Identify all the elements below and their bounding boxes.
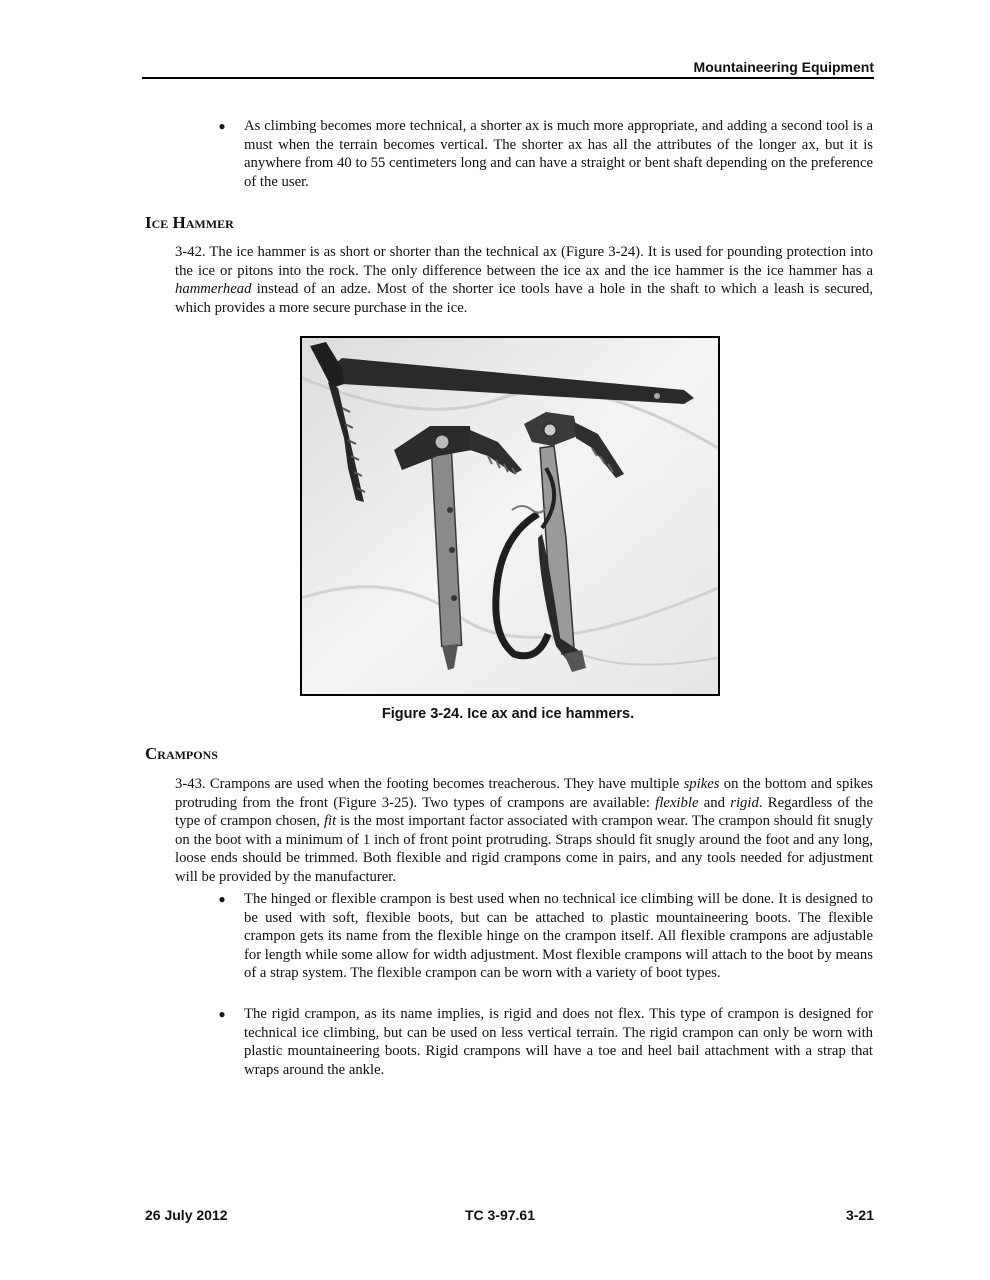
footer-date: 26 July 2012 (145, 1207, 228, 1223)
ice-tools-photo (302, 338, 718, 694)
para-emphasis: spikes (683, 776, 720, 792)
figure-photo (300, 336, 720, 696)
para-text: instead of an adze. Most of the shorter ice tools have a hole in the shaft to which a leash is secured, which provides a more secure purchase in the ice. (175, 281, 873, 316)
para-text: 3-42. The ice hammer is as short or shorter than the technical ax (Figure 3-24). It is used for pounding protection into the ice or pitons into the rock. The only difference between the ice ax and the ice hammer is the ice hammer has a (175, 244, 873, 279)
para-emphasis: flexible (655, 794, 699, 811)
bullet-icon: ● (218, 892, 226, 906)
ice-hammer-heading: Ice Hammer (145, 213, 234, 232)
footer-page-number: 3-21 (845, 1207, 874, 1223)
para-text: 3-43. Crampons are used when the footing becomes treacherous. They have multiple (175, 776, 684, 792)
crampons-heading: Crampons (145, 744, 218, 763)
para-text: on the bottom and spikes protruding from the front (Figure 3-25). Two types of crampons are available: (175, 776, 873, 811)
ice-hammer-paragraph (175, 243, 873, 317)
para-text: . Regardless of the type of crampon chosen, (175, 794, 874, 829)
rigid-crampon-bullet: The rigid crampon, as its name implies, is rigid and does not flex. This type of crampon is designed for technical ice climbing, but can be used on less vertical terrain. The rigid crampon can only be worn with plastic mountaineering boots. Rigid crampons will have a toe and heel bail attachment with a strap that wraps around the ankle. (244, 1006, 873, 1078)
bullet-icon: ● (218, 1007, 226, 1021)
para-emphasis: rigid (730, 794, 759, 811)
para-emphasis: hammerhead (175, 281, 252, 297)
crampons-paragraph (175, 775, 873, 886)
para-text: is the most important factor associated with crampon wear. The crampon should fit snugly on the boot with a minimum of 1 inch of front point protruding. Straps should fit snugly around the foot and any long, loose ends should be trimmed. Both flexible and rigid crampons come in pairs, and any tools needed for adjustment will be provided by the manufacturer. (175, 813, 873, 885)
figure-caption: Figure 3-24. Ice ax and ice hammers. (381, 706, 635, 722)
para-text: and (698, 794, 731, 811)
para-emphasis: fit (323, 813, 337, 829)
bullet-icon: ● (218, 119, 226, 133)
intro-bullet-text: As climbing becomes more technical, a shorter ax is much more appropriate, and adding a second tool is a must when the terrain becomes vertical. The shorter ax has all the attributes of the longer ax, but it is anywhere from 40 to 55 centimeters long and can have a straight or bent shaft depending on the preference of the user. (244, 118, 873, 190)
footer-doc-id: TC 3-97.61 (464, 1207, 536, 1223)
flexible-crampon-bullet: The hinged or flexible crampon is best used when no technical ice climbing will be done. It is designed to be used with soft, flexible boots, but can be attached to plastic mountaineering boots. The flexible crampon gets its name from the flexible hinge on the crampon itself. All flexible crampons are adjustable for length while some allow for width adjustment. Most flexible crampons will attach to the boot by means of a strap system. The flexible crampon can be worn with a variety of boot types. (244, 891, 873, 981)
running-header: Mountaineering Equipment (142, 58, 874, 79)
